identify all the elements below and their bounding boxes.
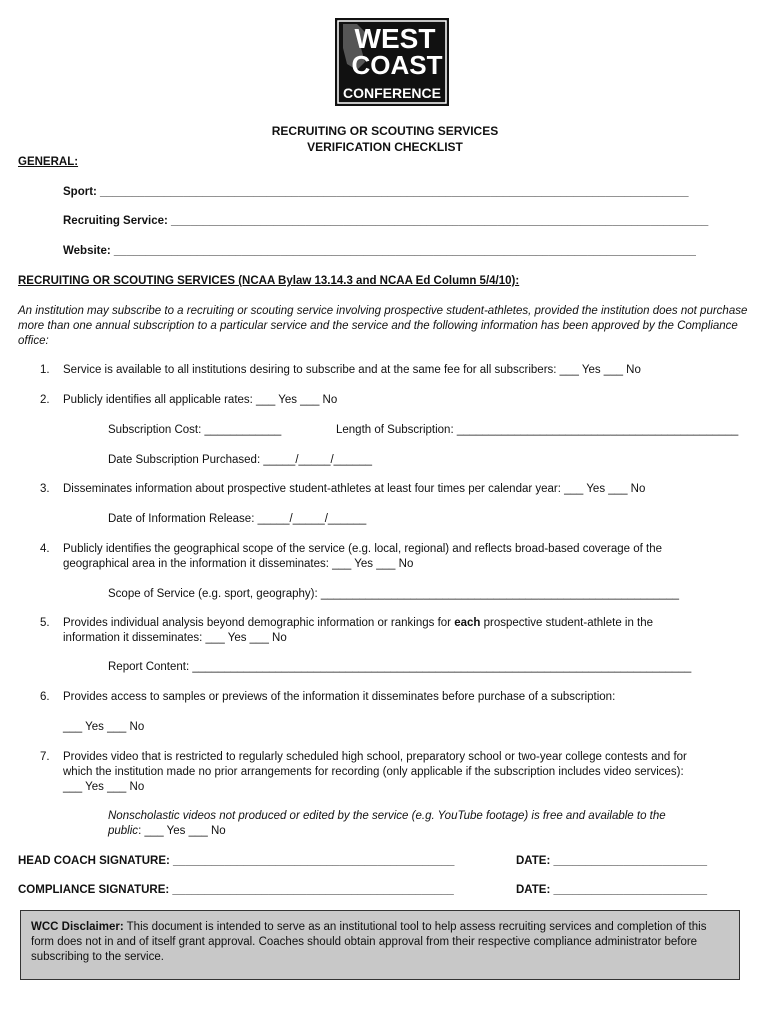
item-video-line2: which the institution made no prior arrangements for recording (only applicable if the subscription includes video services): xyxy=(63,766,684,778)
subscription-length-field[interactable]: Length of Subscription: ____________________________________________ xyxy=(336,424,739,436)
intro-paragraph: An institution may subscribe to a recruiting or scouting service involving prospective student-athletes, provided the institution does not purchase more than one annual subscription to a particular service and the service and the following information has been approved by the Compliance office: xyxy=(18,305,748,347)
report-content-field[interactable]: Report Content: ______________________________________________________________________________ xyxy=(108,661,692,673)
wcc-logo xyxy=(335,18,449,106)
compliance-signature-field[interactable]: COMPLIANCE SIGNATURE: ____________________________________________ xyxy=(18,884,454,896)
disclaimer-label: WCC Disclaimer: xyxy=(31,921,124,933)
disclaimer-text: This document is intended to serve as an institutional tool to help assess recruiting services and completion of this form does not in and of itself grant approval. Coaches should obtain approval from their respective compliance administrator before subscribing to the service. xyxy=(31,921,707,963)
section-heading: RECRUITING OR SCOUTING SERVICES (NCAA Bylaw 13.14.3 and NCAA Ed Column 5/4/10): xyxy=(18,275,520,287)
disclaimer-box xyxy=(20,910,740,980)
item-video-line1: Provides video that is restricted to regularly scheduled high school, preparatory school or two-year college contests and for xyxy=(63,751,687,763)
doc-title-line2: VERIFICATION CHECKLIST xyxy=(307,140,463,154)
item-number: 6. xyxy=(40,691,50,703)
logo-word-conference: CONFERENCE xyxy=(342,85,442,101)
text-public: public xyxy=(108,825,139,837)
item-geographical-scope-line1: Publicly identifies the geographical scope of the service (e.g. local, regional) and reflects broad-based coverage of the xyxy=(63,543,662,555)
video-yes-no[interactable]: ___ Yes ___ No xyxy=(63,781,145,793)
nonscholastic-note-line1: Nonscholastic videos not produced or edited by the service (e.g. YouTube footage) is free and available to the xyxy=(108,810,666,822)
item-publicly-identifies-rates[interactable]: Publicly identifies all applicable rates: ___ Yes ___ No xyxy=(63,394,338,406)
sport-field[interactable]: Sport: ____________________________________________________________________________________________ xyxy=(63,186,689,198)
public-yes-no: : ___ Yes ___ No xyxy=(138,825,226,837)
item-number: 1. xyxy=(40,364,50,376)
item-individual-analysis-line1 xyxy=(63,617,653,629)
item-geographical-scope-line2[interactable]: geographical area in the information it disseminates: ___ Yes ___ No xyxy=(63,558,414,570)
logo-word-coast: COAST xyxy=(351,50,443,80)
item-disseminates-info[interactable]: Disseminates information about prospective student-athletes at least four times per calendar year: ___ Yes ___ No xyxy=(63,483,646,495)
item-service-available[interactable]: Service is available to all institutions desiring to subscribe and at the same fee for all subscribers: ___ Yes ___ No xyxy=(63,364,641,376)
general-heading: GENERAL: xyxy=(18,156,79,168)
item-number: 4. xyxy=(40,543,50,555)
samples-yes-no[interactable]: ___ Yes ___ No xyxy=(63,721,145,733)
doc-title-line1: RECRUITING OR SCOUTING SERVICES xyxy=(271,124,499,138)
text-part: prospective student-athlete in the xyxy=(480,617,654,629)
item-number: 7. xyxy=(40,751,50,763)
item-number: 3. xyxy=(40,483,50,495)
date-purchased-field[interactable]: Date Subscription Purchased: _____/_____/______ xyxy=(108,454,373,466)
item-number: 2. xyxy=(40,394,50,406)
recruiting-service-field[interactable]: Recruiting Service: ____________________________________________________________________________________ xyxy=(63,215,709,227)
website-field[interactable]: Website: ___________________________________________________________________________________________ xyxy=(63,245,696,257)
item-samples-previews: Provides access to samples or previews of the information it disseminates before purchase of a subscription: xyxy=(63,691,616,703)
head-coach-signature-field[interactable]: HEAD COACH SIGNATURE: ____________________________________________ xyxy=(18,855,455,867)
subscription-cost-field[interactable]: Subscription Cost: ____________ xyxy=(108,424,282,436)
scope-of-service-field[interactable]: Scope of Service (e.g. sport, geography): ________________________________________________________ xyxy=(108,588,680,600)
date-release-field[interactable]: Date of Information Release: _____/_____/______ xyxy=(108,513,367,525)
logo-word-west: WEST xyxy=(354,23,436,54)
emphasis-each: each xyxy=(454,617,481,629)
text-part: Provides individual analysis beyond demographic information or rankings for xyxy=(63,617,455,629)
item-number: 5. xyxy=(40,617,50,629)
head-coach-date-field[interactable]: DATE: ________________________ xyxy=(516,855,707,867)
compliance-date-field[interactable]: DATE: ________________________ xyxy=(516,884,707,896)
nonscholastic-note-line2[interactable] xyxy=(108,825,226,837)
item-individual-analysis-line2[interactable]: information it disseminates: ___ Yes ___ No xyxy=(63,632,287,644)
